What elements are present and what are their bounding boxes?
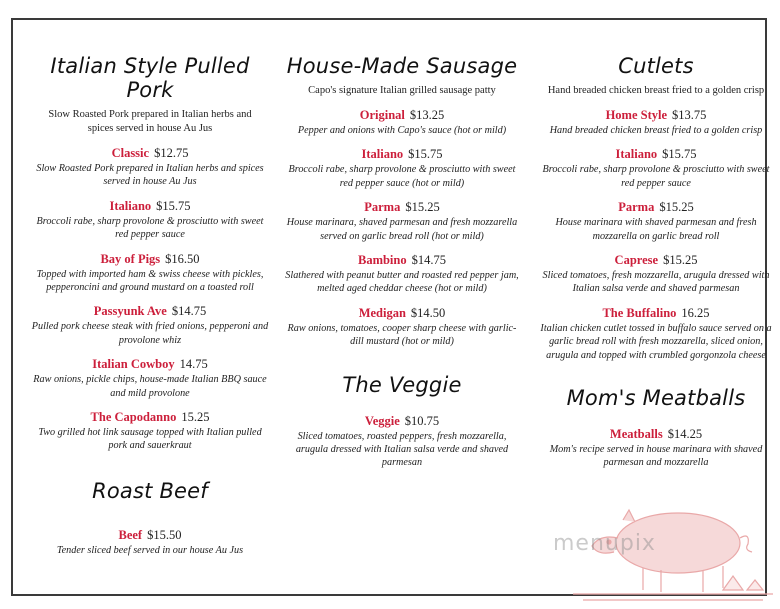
item-price: $10.75 (404, 413, 440, 428)
item-price: $14.25 (667, 427, 703, 442)
column-sausage (277, 20, 527, 470)
section-heading: House-Made Sausage (286, 54, 518, 78)
item-price: $13.75 (672, 108, 707, 122)
item-name: Caprese (614, 253, 659, 268)
section-subtitle: Hand breaded chicken breast fried to a golden crisp (547, 85, 765, 96)
menu-item (531, 305, 780, 362)
menu-item (277, 199, 527, 243)
item-name: Original (359, 108, 405, 122)
item-name: Italiano (615, 147, 658, 162)
column-cutlets (531, 20, 780, 470)
menu-item (25, 356, 275, 400)
item-description: Mom's recipe served in house marinara with shaved parmesan and mozzarella (549, 444, 763, 469)
menu-item (531, 252, 780, 296)
item-description: Broccoli rabe, sharp provolone & prosciutto with sweet red pepper sauce (hot or mild) (288, 164, 516, 189)
item-description: House marinara, shaved parmesan and fresh mozzarella served on garlic bread roll (hot or mild) (286, 217, 518, 242)
item-name: Medigan (358, 305, 406, 320)
item-name: Veggie (364, 413, 400, 428)
item-price: 15.25 (181, 410, 210, 425)
menu-item (25, 527, 275, 557)
section-heading: Italian Style Pulled Pork (50, 54, 250, 102)
item-price: $14.75 (171, 304, 207, 319)
item-name: Classic (111, 146, 150, 160)
menu-item (25, 198, 275, 242)
item-description: Slathered with peanut butter and roasted red pepper jam, melted aged cheddar cheese (hot or mild) (285, 270, 519, 295)
item-price: $15.75 (408, 147, 443, 162)
section-heading: The Veggie (342, 372, 462, 397)
section-heading: Cutlets (618, 54, 694, 78)
menu-item (277, 252, 527, 296)
item-description: Broccoli rabe, sharp provolone & prosciutto with sweet red pepper sauce (36, 215, 264, 241)
item-description: Sliced tomatoes, fresh mozzarella, arugula dressed with Italian salsa verde and shaved parmesan (542, 270, 770, 295)
item-price: $14.75 (411, 253, 446, 268)
item-name: Home Style (605, 108, 668, 122)
item-description: Italian chicken cutlet tossed in buffalo sauce served on a garlic bread roll with fresh mozzarella, sliced onion, arugula and topped with crumbled gorgonzola cheese (540, 322, 772, 361)
section-subtitle: Slow Roasted Pork prepared in Italian herbs and spices served in house Au Jus (48, 109, 252, 134)
item-price: $15.25 (659, 200, 694, 215)
item-description: Two grilled hot link sausage topped with Italian pulled pork and sauerkraut (38, 427, 262, 452)
menu-item (25, 409, 275, 453)
watermark: menupix (553, 531, 656, 556)
item-description: Pulled pork cheese steak with fried onions, pepperoni and provolone whiz (31, 321, 269, 346)
item-description: Slow Roasted Pork prepared in Italian herbs and spices served in house Au Jus (36, 163, 264, 188)
menu-item (277, 413, 527, 470)
item-name: Passyunk Ave (93, 304, 167, 319)
item-price: $15.75 (156, 198, 191, 213)
section-heading: Roast Beef (92, 478, 208, 503)
item-price: 14.75 (179, 357, 208, 372)
item-name: Bay of Pigs (100, 251, 161, 266)
item-description: Raw onions, pickle chips, house-made Italian BBQ sauce and mild provolone (33, 374, 267, 399)
section-heading: Mom's Meatballs (566, 386, 746, 411)
item-price: 16.25 (681, 305, 710, 320)
item-name: Parma (364, 200, 401, 215)
item-description: Raw onions, tomatoes, cooper sharp cheese with garlic-dill mustard (hot or mild) (287, 322, 517, 348)
menu-item (277, 305, 527, 349)
item-description: Hand breaded chicken breast fried to a golden crisp (549, 125, 763, 136)
menu-item (277, 107, 527, 137)
item-description: House marinara with shaved parmesan and fresh mozzarella on garlic bread roll (555, 217, 757, 242)
item-name: Italiano (361, 147, 404, 162)
item-description: Tender sliced beef served in our house Au Jus (56, 544, 244, 556)
menu-item (277, 146, 527, 190)
item-name: Beef (118, 527, 143, 542)
menu-item (531, 199, 780, 243)
item-description: Sliced tomatoes, roasted peppers, fresh mozzarella, arugula dressed with Italian salsa verde and shaved parmesan (295, 430, 509, 469)
item-price: $16.50 (165, 251, 200, 266)
item-description: Pepper and onions with Capo's sauce (hot or mild) (297, 125, 507, 136)
menu-item (531, 146, 780, 190)
menu-item (25, 145, 275, 189)
column-pulled-pork (25, 20, 275, 557)
item-description: Topped with imported ham & swiss cheese with pickles, pepperoncini and ground mustard on a toasted roll (36, 268, 264, 294)
menu-item (25, 251, 275, 295)
item-name: Meatballs (609, 427, 663, 442)
section-subtitle: Capo's signature Italian grilled sausage patty (308, 85, 496, 96)
item-name: Italiano (109, 198, 152, 213)
item-description: Broccoli rabe, sharp provolone & prosciutto with sweet red pepper sauce (542, 164, 770, 189)
menu-item (25, 303, 275, 347)
menu-item (531, 107, 780, 137)
item-price: $15.25 (663, 253, 698, 268)
item-price: $12.75 (154, 146, 189, 160)
item-price: $15.50 (147, 527, 182, 542)
item-price: $14.50 (410, 305, 446, 320)
item-name: The Buffalino (602, 305, 677, 320)
menu-page (11, 18, 772, 596)
item-name: Parma (618, 200, 655, 215)
item-name: Bambino (357, 253, 407, 268)
item-name: Italian Cowboy (92, 357, 175, 372)
menu-item (531, 426, 780, 470)
item-name: The Capodanno (90, 410, 177, 425)
item-price: $15.75 (662, 147, 697, 162)
item-price: $13.25 (409, 108, 445, 122)
item-price: $15.25 (405, 200, 440, 215)
